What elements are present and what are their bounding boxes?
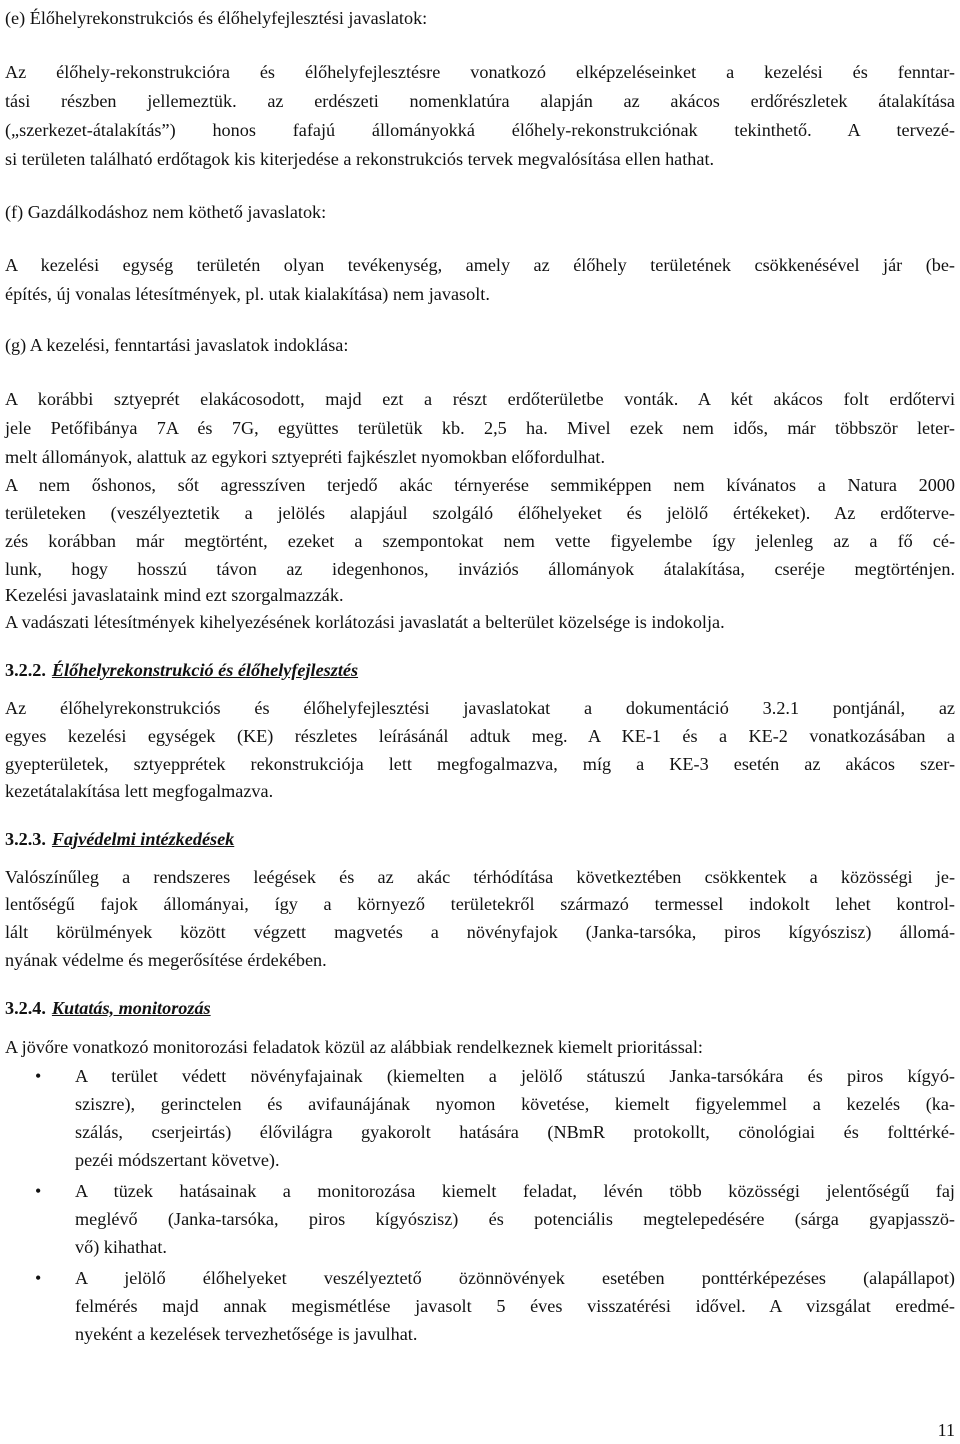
section-3-2-3-heading	[5, 825, 234, 853]
paragraph-line: lunk, hogy hosszú távon az idegenhonos, inváziós állományok átalakítása, cseréje megtörténjen.	[5, 559, 955, 579]
bullet-icon: •	[35, 1066, 42, 1086]
page-number: 11	[937, 1420, 955, 1440]
list-item-line: A terület védett növényfajainak (kiemelten a jelölő státuszú Janka-tarsókára és piros kígyó-	[75, 1066, 955, 1086]
list-item-line: pezéi módszertant követve).	[75, 1150, 280, 1170]
list-item-line: felmérés majd annak megismétlése javasolt 5 éves visszatérési idővel. A vizsgálat eredmé-	[75, 1296, 955, 1316]
section-3-2-2-heading	[5, 656, 358, 684]
section-number: 3.2.2.	[5, 660, 46, 680]
list-item-line: meglévő (Janka-tarsóka, piros kígyószisz) és potenciális megtelepedésére (sárga gyapjasszö-	[75, 1209, 955, 1229]
section-title: Kutatás, monitorozás	[51, 998, 211, 1018]
paragraph-line: nyának védelme és megerősítése érdekében.	[5, 950, 327, 970]
section-g-heading: (g) A kezelési, fenntartási javaslatok indoklása:	[5, 335, 349, 355]
paragraph-line: A vadászati létesítmények kihelyezésének korlátozási javaslatát a belterület közelsége is indokolja.	[5, 612, 725, 632]
paragraph-line: lált körülmények között végzett magvetés a növényfajok (Janka-tarsóka, piros kígyószisz) állomá-	[5, 922, 955, 942]
list-item-line: nyeként a kezelések tervezhetősége is javulhat.	[75, 1324, 418, 1344]
list-item-line: vő) kihathat.	[75, 1237, 167, 1257]
list-item-line: A jelölő élőhelyeket veszélyeztető özönnövények esetében ponttérképezéses (alapállapot)	[75, 1268, 955, 1288]
paragraph-line: si területen található erdőtagok kis kiterjedése a rekonstrukciós tervek megvalósítása ellen hathat.	[5, 149, 715, 169]
list-item-line: A tüzek hatásainak a monitorozása kiemelt feladat, lévén több közösségi jelentőségű faj	[75, 1181, 955, 1201]
paragraph-line: egyes kezelési egységek (KE) részletes leírásánál adtuk meg. A KE-1 és a KE-2 vonatkozásában a	[5, 726, 955, 746]
paragraph-line: tási részben jellemeztük. az erdészeti nomenklatúra alapján az akácos erdőrészletek átalakítása	[5, 91, 955, 111]
bullet-icon: •	[35, 1181, 42, 1201]
list-item-line: sziszre), gerinctelen és avifaunájának nyomon követése, kiemelt figyelemmel a kezelés (ka-	[75, 1094, 955, 1114]
section-f-heading: (f) Gazdálkodáshoz nem köthető javaslatok:	[5, 202, 327, 222]
section-e-heading: (e) Élőhelyrekonstrukciós és élőhelyfejlesztési javaslatok:	[5, 8, 428, 28]
paragraph-line: Az élőhelyrekonstrukciós és élőhelyfejlesztési javaslatokat a dokumentáció 3.2.1 pontjánál, az	[5, 698, 955, 718]
paragraph-line: melt állományok, alattuk az egykori sztyepréti fajkészlet nyomokban előfordulhat.	[5, 447, 605, 467]
paragraph-line: jele Petőfibánya 7A és 7G, együttes területük kb. 2,5 ha. Mivel ezek nem idős, már többször leter-	[5, 418, 955, 438]
paragraph-line: („szerkezet-átalakítás”) honos fafajú állományokká élőhely-rekonstrukciónak tekinthető. A tervezé-	[5, 120, 955, 140]
paragraph-line: A kezelési egység területén olyan tevékenység, amely az élőhely területének csökkenésével jár (be-	[5, 255, 955, 275]
paragraph-line: A korábbi sztyeprét elakácosodott, majd ezt a részt erdőterületbe vonták. A két akácos folt erdőtervi	[5, 389, 955, 409]
paragraph-line: kezetátalakítása lett megfogalmazva.	[5, 781, 274, 801]
paragraph-line: zés korábban már megtörtént, ezeket a szempontokat nem vette figyelembe így jelenleg az a fő cé-	[5, 531, 955, 551]
section-3-2-4-heading	[5, 994, 211, 1022]
paragraph-line: építés, új vonalas létesítmények, pl. utak kialakítása) nem javasolt.	[5, 284, 490, 304]
section-title: Élőhelyrekonstrukció és élőhelyfejlesztés	[51, 660, 359, 680]
paragraph-line: A jövőre vonatkozó monitorozási feladatok közül az alábbiak rendelkeznek kiemelt prioritással:	[5, 1037, 703, 1057]
paragraph-line: Kezelési javaslataink mind ezt szorgalmazzák.	[5, 585, 344, 605]
section-number: 3.2.3.	[5, 829, 46, 849]
paragraph-line: lentőségű fajok állományai, így a környező területekről származó termessel indokolt lehet kontrol-	[5, 894, 955, 914]
paragraph-line: Valószínűleg a rendszeres leégések és az akác térhódítása következtében csökkentek a közösségi je-	[5, 867, 955, 887]
list-item-line: szálás, cserjeirtás) élővilágra gyakorolt hatására (NBmR protokollt, cönológiai és folttérké-	[75, 1122, 955, 1142]
paragraph-line: A nem őshonos, sőt agresszíven terjedő akác térnyerése semmiképpen nem kívánatos a Natura 2000	[5, 475, 955, 495]
paragraph-line: Az élőhely-rekonstrukcióra és élőhelyfejlesztésre vonatkozó elképzeléseinket a kezelési és fenntar-	[5, 62, 955, 82]
section-number: 3.2.4.	[5, 998, 46, 1018]
bullet-icon: •	[35, 1268, 42, 1288]
paragraph-line: területeken (veszélyeztetik a jelölés alapjául szolgáló élőhelyeket és jelölő értékeket). Az erdőterve-	[5, 503, 955, 523]
section-title: Fajvédelmi intézkedések	[51, 829, 235, 849]
paragraph-line: gyepterületek, sztyepprétek rekonstrukciója lett megfogalmazva, míg a KE-3 esetén az akácos szer-	[5, 754, 955, 774]
